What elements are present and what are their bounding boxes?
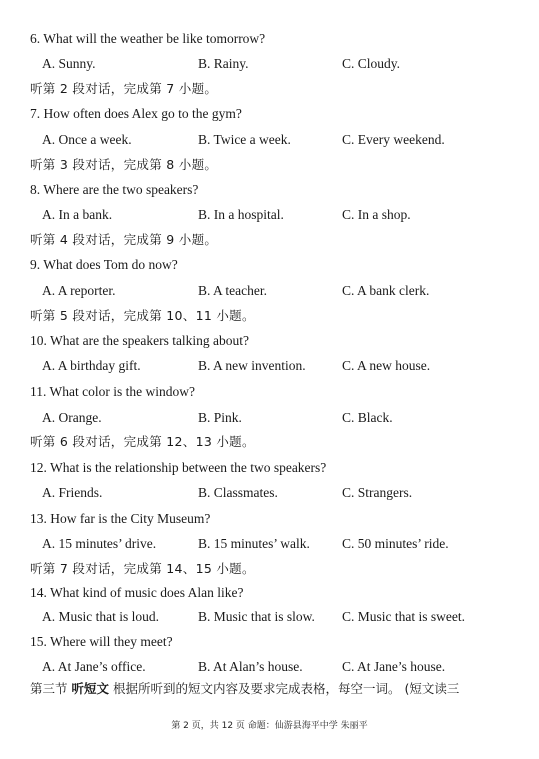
q9-option-a: A. A reporter. — [42, 283, 116, 298]
q6-option-a: A. Sunny. — [42, 56, 96, 71]
question-8: 8. Where are the two speakers? — [30, 182, 199, 197]
q7-option-c: C. Every weekend. — [342, 132, 445, 147]
q12-option-c: C. Strangers. — [342, 485, 413, 500]
question-14: 14. What kind of music does Alan like? — [30, 585, 244, 600]
instruction-dialog-2: 听第 2 段对话，完成第 7 小题。 — [30, 81, 218, 96]
question-15: 15. Where will they meet? — [30, 634, 173, 649]
q13-option-a: A. 15 minutes’ drive. — [42, 536, 157, 551]
question-6: 6. What will the weather be like tomorrow? — [30, 31, 266, 46]
q15-option-b: B. At Alan’s house. — [198, 659, 303, 674]
q10-option-a: A. A birthday gift. — [42, 358, 141, 373]
question-9: 9. What does Tom do now? — [30, 257, 178, 272]
question-12: 12. What is the relationship between the two speakers? — [30, 460, 327, 475]
instruction-dialog-5: 听第 5 段对话，完成第 10、11 小题。 — [30, 308, 255, 323]
q13-option-b: B. 15 minutes’ walk. — [198, 536, 310, 551]
q11-option-a: A. Orange. — [42, 410, 102, 425]
q8-option-a: A. In a bank. — [42, 207, 113, 222]
q7-option-a: A. Once a week. — [42, 132, 132, 147]
q14-option-b: B. Music that is slow. — [198, 609, 315, 624]
q8-option-b: B. In a hospital. — [198, 207, 284, 222]
q6-option-b: B. Rainy. — [198, 56, 249, 71]
section-3-heading — [30, 681, 459, 697]
q15-option-c: C. At Jane’s house. — [342, 659, 446, 674]
section-3-title: 听短文 — [71, 681, 109, 696]
instruction-dialog-7: 听第 7 段对话，完成第 14、15 小题。 — [30, 561, 255, 576]
q12-option-b: B. Classmates. — [198, 485, 278, 500]
q11-option-c: C. Black. — [342, 410, 393, 425]
q9-option-b: B. A teacher. — [198, 283, 267, 298]
q11-option-b: B. Pink. — [198, 410, 242, 425]
q12-option-a: A. Friends. — [42, 485, 103, 500]
page-footer: 第 2 页，共 12 页 命题：仙游县海平中学 朱丽平 — [171, 721, 368, 731]
instruction-dialog-3: 听第 3 段对话，完成第 8 小题。 — [30, 157, 218, 172]
q9-option-c: C. A bank clerk. — [342, 283, 430, 298]
question-7: 7. How often does Alex go to the gym? — [30, 106, 242, 121]
q10-option-c: C. A new house. — [342, 358, 431, 373]
q14-option-c: C. Music that is sweet. — [342, 609, 465, 624]
instruction-dialog-4: 听第 4 段对话，完成第 9 小题。 — [30, 232, 218, 247]
q15-option-a: A. At Jane’s office. — [42, 659, 146, 674]
section-3-instructions: 根据所听到的短文内容及要求完成表格，每空一词。 (短文读三 — [109, 681, 460, 696]
question-13: 13. How far is the City Museum? — [30, 511, 211, 526]
q8-option-c: C. In a shop. — [342, 207, 411, 222]
q13-option-c: C. 50 minutes’ ride. — [342, 536, 449, 551]
instruction-dialog-6: 听第 6 段对话，完成第 12、13 小题。 — [30, 434, 255, 449]
section-3-label: 第三节 — [30, 681, 72, 696]
question-10: 10. What are the speakers talking about? — [30, 333, 250, 348]
q10-option-b: B. A new invention. — [198, 358, 306, 373]
q7-option-b: B. Twice a week. — [198, 132, 291, 147]
q6-option-c: C. Cloudy. — [342, 56, 401, 71]
q14-option-a: A. Music that is loud. — [42, 609, 159, 624]
question-11: 11. What color is the window? — [30, 384, 195, 399]
